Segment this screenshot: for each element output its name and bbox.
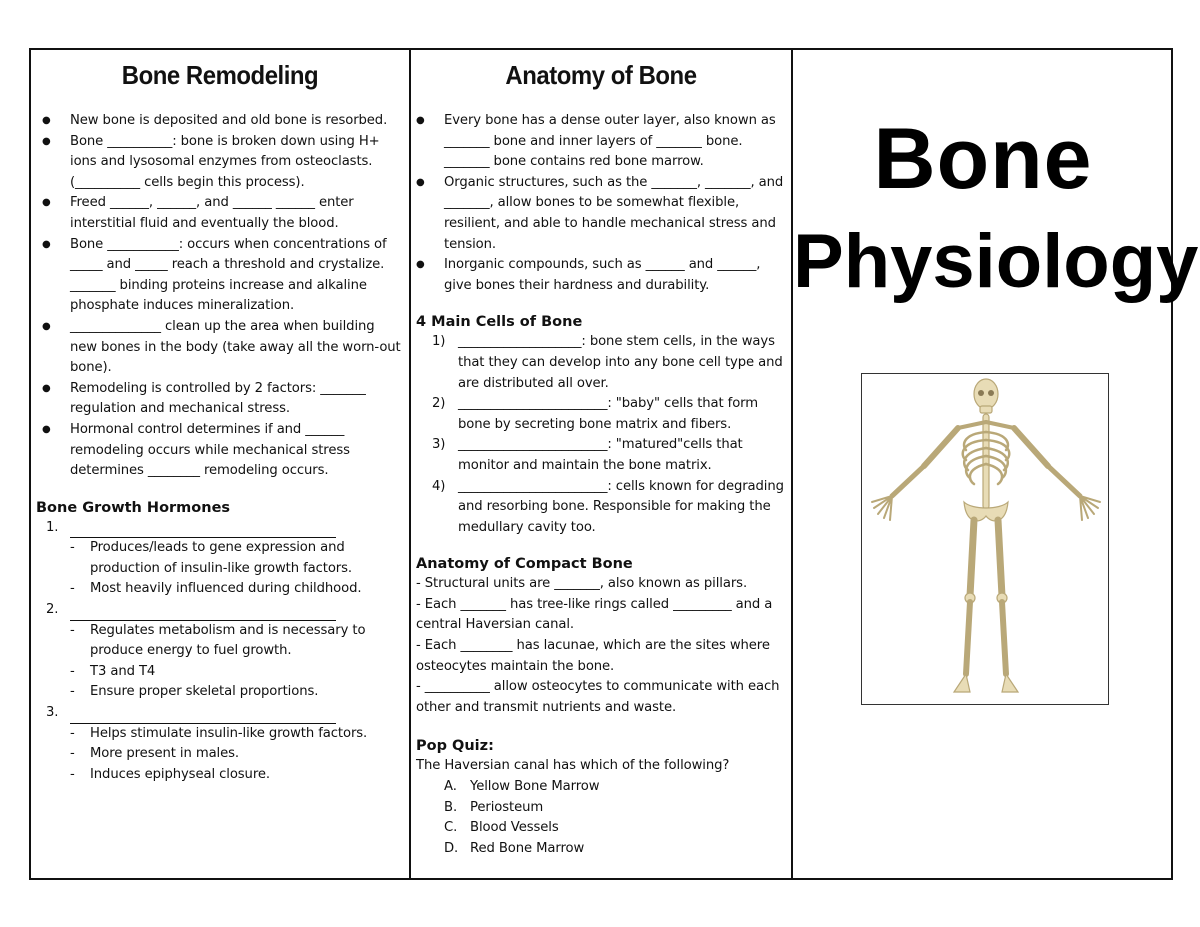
- option-letter: A.: [444, 779, 457, 795]
- remodeling-list: [36, 111, 404, 482]
- list-item: ● Organic structures, such as the _______, _______, and _______, allow bones to be somewhat flexible, resilient, and able to handle mechanical stress and tension.: [410, 173, 786, 255]
- quiz-option-c[interactable]: [416, 818, 786, 839]
- compact-bone-heading: Anatomy of Compact Bone: [416, 556, 633, 573]
- list-item: ● New bone is deposited and old bone is resorbed.: [36, 111, 404, 132]
- list-item: ● Freed ______, ______, and ______ ______ enter interstitial fluid and eventually the blood.: [36, 193, 404, 234]
- hormones-list: [36, 518, 404, 786]
- note: - Regulates metabolism and is necessary to produce energy to fuel growth.: [70, 621, 404, 662]
- cell-text: _______________________: cells known for degrading and resorbing bone. Responsible for making the medullary cavity too.: [458, 478, 784, 535]
- cell-item: [416, 394, 786, 435]
- answer-blank[interactable]: [70, 708, 336, 724]
- item-number: 3.: [46, 705, 59, 721]
- list-item: ● Hormonal control determines if and ______ remodeling occurs while mechanical stress determines ________ remodeling occurs.: [36, 420, 404, 482]
- note: - More present in males.: [70, 744, 404, 765]
- compact-line: - Each ________ has lacunae, which are the sites where osteocytes maintain the bone.: [416, 638, 770, 674]
- list-item: ● ______________ clean up the area when building new bones in the body (take away all the worn-out bone).: [36, 317, 404, 379]
- note: - Induces epiphyseal closure.: [70, 765, 404, 786]
- hormone-notes: [70, 538, 404, 600]
- option-letter: B.: [444, 799, 458, 815]
- hormone-item: [36, 600, 404, 703]
- quiz-option-d[interactable]: [416, 839, 786, 860]
- answer-blank[interactable]: [70, 522, 336, 538]
- note: - Ensure proper skeletal proportions.: [70, 682, 404, 703]
- note: - Produces/leads to gene expression and production of insulin-like growth factors.: [70, 538, 404, 579]
- growth-hormones-heading: Bone Growth Hormones: [36, 499, 231, 516]
- cover-title-line2: Physiology: [793, 219, 1199, 304]
- quiz-option-a[interactable]: [416, 777, 786, 798]
- skeleton-image: [861, 373, 1109, 705]
- hormone-notes: [70, 621, 404, 703]
- note: - Most heavily influenced during childhood.: [70, 579, 404, 600]
- item-number: 2): [432, 396, 446, 412]
- cover-title-line1: Bone: [873, 111, 1093, 207]
- list-item: ● Remodeling is controlled by 2 factors: _______ regulation and mechanical stress.: [36, 379, 404, 420]
- option-text: Yellow Bone Marrow: [470, 779, 600, 795]
- panel-title: Bone Remodeling: [121, 60, 319, 90]
- option-letter: C.: [444, 820, 458, 836]
- item-number: 1.: [46, 519, 59, 535]
- panel-bone-remodeling: [36, 52, 404, 875]
- note: - T3 and T4: [70, 662, 404, 683]
- list-item: ● Inorganic compounds, such as ______ and ______, give bones their hardness and durability.: [410, 255, 786, 296]
- option-text: Periosteum: [470, 799, 544, 815]
- cells-list: [416, 332, 786, 538]
- cell-text: _______________________: "matured"cells that monitor and maintain the bone matrix.: [458, 437, 743, 473]
- hormone-item: [36, 703, 404, 785]
- cell-text: _______________________: "baby" cells that form bone by secreting bone matrix and fibers.: [458, 396, 759, 432]
- note: - Helps stimulate insulin-like growth factors.: [70, 724, 404, 745]
- answer-blank[interactable]: [70, 605, 336, 621]
- cell-item: [416, 435, 786, 476]
- cell-item: [416, 332, 786, 394]
- compact-line: - __________ allow osteocytes to communicate with each other and transmit nutrients and waste.: [416, 679, 780, 715]
- list-item: ● Bone ___________: occurs when concentrations of _____ and _____ reach a threshold and crystalize. _______ binding proteins increase and alkaline phosphate induces mineralization.: [36, 235, 404, 317]
- quiz-question: The Haversian canal has which of the following?: [416, 758, 730, 774]
- main-cells-heading: 4 Main Cells of Bone: [416, 314, 583, 331]
- quiz-options: [416, 777, 786, 859]
- item-number: 2.: [46, 602, 59, 618]
- list-item: ● Every bone has a dense outer layer, also known as _______ bone and inner layers of _______ bone. _______ bone contains red bone marrow.: [410, 111, 786, 173]
- cell-item: [416, 477, 786, 539]
- item-number: 3): [432, 437, 446, 453]
- hormone-item: [36, 518, 404, 600]
- item-number: 1): [432, 334, 446, 350]
- compact-bone-text: [416, 574, 786, 718]
- skeleton-icon: [862, 374, 1108, 704]
- cell-text: ___________________: bone stem cells, in the ways that they can develop into any bone cell type and are distributed all over.: [458, 334, 783, 391]
- panel-anatomy-of-bone: [416, 52, 786, 875]
- hormone-notes: [70, 724, 404, 786]
- item-number: 4): [432, 478, 446, 494]
- panel-title: Anatomy of Bone: [505, 60, 697, 90]
- compact-line: - Structural units are _______, also known as pillars.: [416, 576, 748, 592]
- option-letter: D.: [444, 840, 459, 856]
- pop-quiz-heading: Pop Quiz:: [416, 738, 494, 755]
- list-item: ● Bone __________: bone is broken down using H+ ions and lysosomal enzymes from osteoclasts. (__________ cells begin this process).: [36, 132, 404, 194]
- anatomy-list: [410, 111, 786, 296]
- option-text: Blood Vessels: [470, 820, 559, 836]
- compact-line: - Each _______ has tree-like rings called _________ and a central Haversian canal.: [416, 596, 773, 633]
- quiz-option-b[interactable]: [416, 798, 786, 819]
- option-text: Red Bone Marrow: [470, 840, 585, 856]
